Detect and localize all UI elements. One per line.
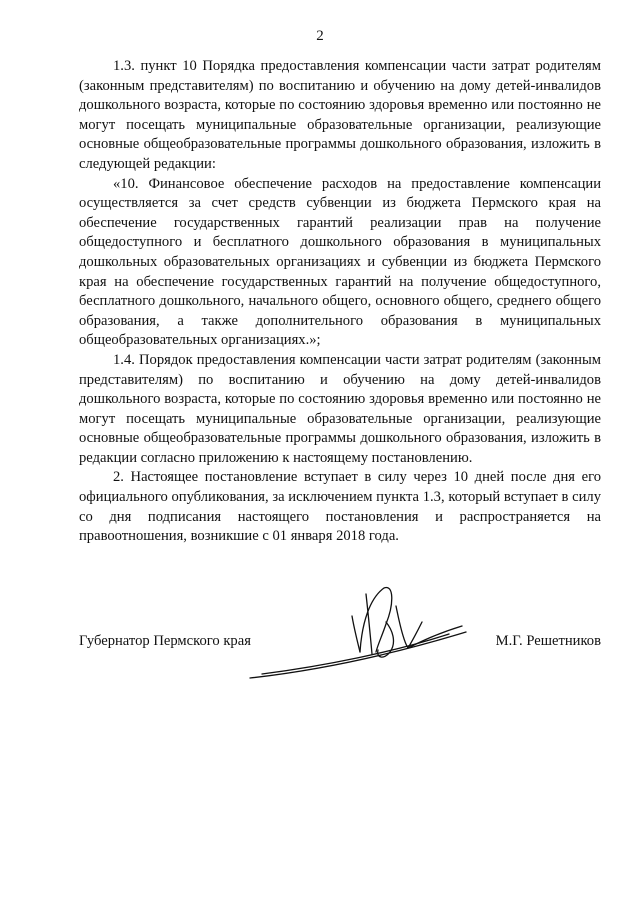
signatory-name: М.Г. Решетников (495, 633, 601, 649)
paragraph-1-3: 1.3. пункт 10 Порядка предоставления компенсации части затрат родителям (законным представителям) по воспитанию и обучению на дому детей-инвалидов дошкольного возраста, которые по состоянию здоровья временно или постоянно не могут посещать муниципальные образовательные организации, реализующие основные общеобразовательные программы дошкольного образования, изложить в следующей редакции: (79, 58, 601, 172)
signature-block (79, 632, 601, 652)
paragraph-quoted-10: «10. Финансовое обеспечение расходов на предоставление компенсации осуществляется за счет средств субвенции из бюджета Пермского края на обеспечение государственных гарантий реализации прав на получение общедоступного и бесплатного дошкольного образования в муниципальных дошкольных образовательных организациях и субвенции из бюджета Пермского края на обеспечение государственных гарантий на получение общедоступного, бесплатного дошкольного, начального общего, основного общего, среднего общего образования, а также дополнительного образования в муниципальных общеобразовательных организациях.»; (79, 175, 601, 349)
document-body (79, 57, 601, 547)
page-number: 2 (316, 28, 324, 44)
signatory-position: Губернатор Пермского края (79, 633, 251, 649)
paragraph-1-4: 1.4. Порядок предоставления компенсации части затрат родителям (законным представителям) по воспитанию и обучению на дому детей-инвалидов дошкольного возраста, которые по состоянию здоровья временно или постоянно не могут посещать муниципальные образовательные организации, реализующие основные общеобразовательные программы дошкольного образования, изложить в редакции согласно приложению к настоящему постановлению. (79, 351, 601, 466)
paragraph-2: 2. Настоящее постановление вступает в силу через 10 дней после дня его официального опубликования, за исключением пункта 1.3, который вступает в силу со дня подписания настоящего постановления и распространяется на правоотношения, возникшие с 01 января 2018 года. (79, 469, 601, 545)
